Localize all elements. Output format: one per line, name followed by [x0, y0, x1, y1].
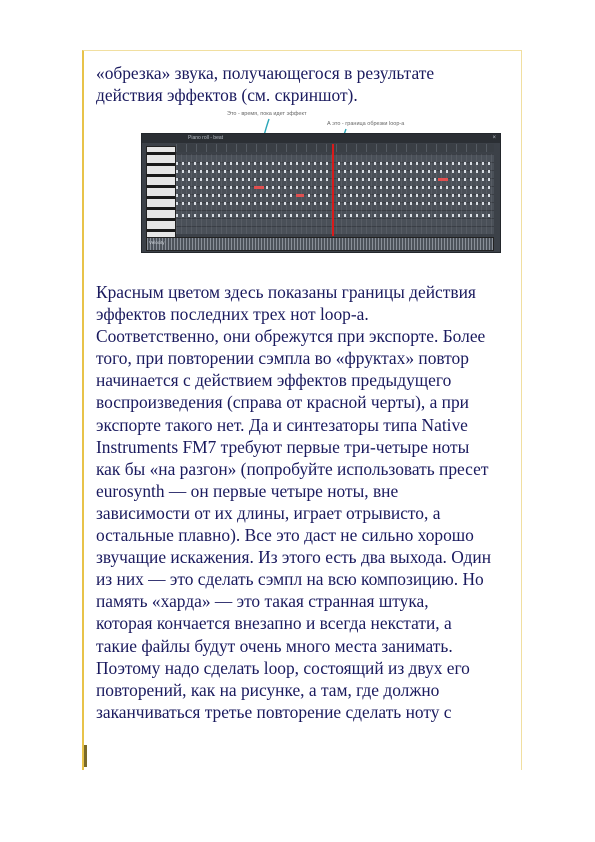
intro-paragraph: [96, 62, 516, 106]
text-line: как бы «на разгон» (попробуйте использовать пресет: [96, 458, 489, 479]
text-line: такие файлы будут очень много места занимать.: [96, 635, 453, 656]
body-paragraph: [96, 281, 516, 723]
window-title: Piano roll - beat: [188, 135, 224, 141]
note-row: [176, 194, 494, 197]
note-row: [176, 186, 494, 189]
piano-roll-screenshot: [141, 107, 501, 253]
loop-boundary-line: [332, 144, 334, 236]
note-row: [176, 202, 494, 205]
figure-annotation-loop-boundary: А это - граница обрезки loop-a: [327, 121, 405, 127]
text-line: Instruments FM7 требуют первые три-четыре ноты: [96, 436, 470, 457]
text-line: эффектов последних трех нот loop-а.: [96, 304, 369, 325]
text-line: память «харда» — это такая странная штука,: [96, 591, 429, 612]
effect-region-marker: [254, 186, 264, 189]
gutter-mark: [84, 745, 87, 767]
text-line: eurosynth — он первые четыре ноты, вне: [96, 480, 399, 501]
text-line: Соответственно, они обрежутся при экспорте. Более: [96, 326, 486, 347]
velocity-label: Velocity: [149, 240, 165, 245]
piano-keys: [146, 146, 176, 238]
close-icon[interactable]: ×: [492, 135, 496, 141]
timeline-ruler: [176, 144, 494, 152]
text-line: Поэтому надо сделать loop, состоящий из двух его: [96, 657, 470, 678]
text-line: экспорте такого нет. Да и синтезаторы типа Native: [96, 414, 468, 435]
text-line: действия эффектов (см. скриншот).: [96, 85, 358, 106]
note-grid: [176, 154, 494, 234]
text-line: повторений, как на рисунке, а там, где должно: [96, 679, 440, 700]
text-line: из них — это сделать сэмпл на всю композицию. Но: [96, 569, 484, 590]
text-line: того, при повторении сэмпла во «фруктах» повтор: [96, 348, 469, 369]
text-line: зависимости от их длины, играет отрывисто, а: [96, 502, 441, 523]
note-row: [176, 162, 494, 165]
window-titlebar: [142, 134, 500, 143]
text-line: воспроизведения (справа от красной черты), а при: [96, 392, 469, 413]
note-row: [176, 214, 494, 217]
text-line: Красным цветом здесь показаны границы действия: [96, 282, 476, 302]
effect-region-marker: [438, 178, 448, 181]
text-line: начинается с действием эффектов предыдущего: [96, 370, 452, 391]
text-line: остальные плавно). Все это даст не сильно хорошо: [96, 525, 474, 546]
text-line: заканчиваться третье повторение сделать ноту с: [96, 701, 452, 722]
text-line: звучащие искажения. Из этого есть два выхода. Один: [96, 547, 492, 568]
text-line: которая кончается внезапно и всегда некстати, а: [96, 613, 452, 634]
text-line: «обрезка» звука, получающегося в результате: [96, 63, 435, 83]
note-row: [176, 170, 494, 173]
effect-region-marker: [296, 194, 304, 197]
figure-annotation-effect-time: Это - время, пока идет эффект: [227, 111, 307, 117]
velocity-lane: [146, 237, 494, 251]
piano-roll-window: [141, 133, 501, 253]
